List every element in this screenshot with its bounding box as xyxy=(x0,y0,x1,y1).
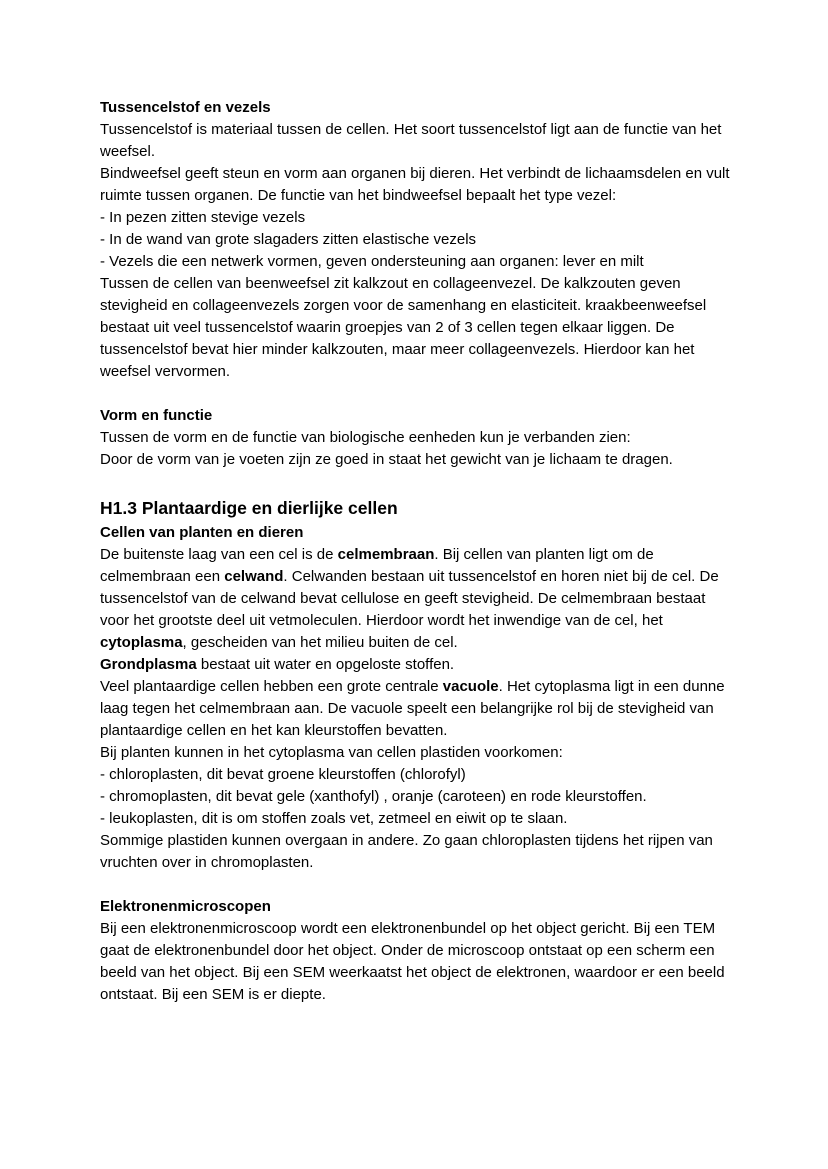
text-run: Tussen de cellen van beenweefsel zit kalkzout en collageenvezel. De kalkzouten geven stevigheid en collageenvezels zorgen voor de samenhang en elasticiteit. kraakbeenweefsel bestaat uit veel tussencelstof waarin groepjes van 2 of 3 cellen tegen elkaar liggen. De tussencelstof bevat hier minder kalkzouten, maar meer collageenvezels. Hierdoor kan het weefsel vervormen. xyxy=(100,275,707,380)
list-item xyxy=(100,786,730,808)
text-run: De buitenste laag van een cel is de xyxy=(100,546,338,563)
blank-line xyxy=(100,383,730,405)
list-item xyxy=(100,207,730,229)
heading: Elektronenmicroscopen xyxy=(100,898,271,915)
blank-line xyxy=(100,471,730,493)
blank-line xyxy=(100,874,730,896)
text-run: Sommige plastiden kunnen overgaan in andere. Zo gaan chloroplasten tijdens het rijpen van vruchten over in chromoplasten. xyxy=(100,832,713,871)
paragraph xyxy=(100,544,730,654)
paragraph xyxy=(100,676,730,742)
paragraph xyxy=(100,427,730,449)
text-run: Tussen de vorm en de functie van biologische eenheden kun je verbanden zien: xyxy=(100,429,631,446)
paragraph xyxy=(100,163,730,207)
bold-term: celwand xyxy=(224,568,284,585)
text-run: . Het cytoplasma ligt in een dunne laag tegen het celmembraan aan. De vacuole speelt een belangrijke rol bij de stevigheid van plantaardige cellen en het kan kleurstoffen bevatten. xyxy=(100,678,725,739)
paragraph xyxy=(100,119,730,163)
heading: Tussencelstof en vezels xyxy=(100,99,271,116)
section-heading: H1.3 Plantaardige en dierlijke cellen xyxy=(100,498,398,518)
bold-term: celmembraan xyxy=(337,546,435,563)
list-item xyxy=(100,764,730,786)
bold-term: Grondplasma xyxy=(100,656,197,673)
list-item xyxy=(100,229,730,251)
paragraph xyxy=(100,273,730,383)
text-run: Bij een elektronenmicroscoop wordt een elektronenbundel op het object gericht. Bij een TEM gaat de elektronenbundel door het object. Onder de microscoop ontstaat op een scherm een beeld van het object. Bij een SEM weerkaatst het object de elektronen, waardoor er een beeld ontstaat. Bij een SEM is er diepte. xyxy=(100,920,725,1003)
text-run: Door de vorm van je voeten zijn ze goed in staat het gewicht van je lichaam te dragen. xyxy=(100,451,673,468)
text-run: - chromoplasten, dit bevat gele (xanthofyl) , oranje (caroteen) en rode kleurstoffen. xyxy=(100,788,647,805)
text-run: Veel plantaardige cellen hebben een grote centrale xyxy=(100,678,443,695)
bold-term: vacuole xyxy=(442,678,499,695)
heading: Cellen van planten en dieren xyxy=(100,524,304,541)
paragraph xyxy=(100,830,730,874)
paragraph xyxy=(100,918,730,1006)
text-run: - Vezels die een netwerk vormen, geven ondersteuning aan organen: lever en milt xyxy=(100,253,644,270)
text-run: . Celwanden bestaan uit tussencelstof en horen niet bij de cel. De tussencelstof van de celwand bevat cellulose en geeft stevigheid. De celmembraan bestaat voor het grootste deel uit vetmoleculen. Hierdoor wordt het inwendige van de cel, het xyxy=(100,568,719,629)
text-run: . Bij cellen van planten ligt om de celmembraan een xyxy=(100,546,654,585)
text-run: Bij planten kunnen in het cytoplasma van cellen plastiden voorkomen: xyxy=(100,744,563,761)
bold-term: cytoplasma xyxy=(100,634,183,651)
paragraph xyxy=(100,654,730,676)
text-run: - In pezen zitten stevige vezels xyxy=(100,209,306,226)
text-run: , gescheiden van het milieu buiten de cel. xyxy=(182,634,458,651)
text-run: bestaat uit water en opgeloste stoffen. xyxy=(196,656,455,673)
heading: Vorm en functie xyxy=(100,407,213,424)
text-run: Tussencelstof is materiaal tussen de cellen. Het soort tussencelstof ligt aan de functie van het weefsel. xyxy=(100,121,722,160)
text-run: Bindweefsel geeft steun en vorm aan organen bij dieren. Het verbindt de lichaamsdelen en vult ruimte tussen organen. De functie van het bindweefsel bepaalt het type vezel: xyxy=(100,165,730,204)
paragraph xyxy=(100,449,730,471)
text-run: - chloroplasten, dit bevat groene kleurstoffen (chlorofyl) xyxy=(100,766,466,783)
list-item xyxy=(100,808,730,830)
paragraph xyxy=(100,742,730,764)
text-run: - In de wand van grote slagaders zitten elastische vezels xyxy=(100,231,477,248)
document-content xyxy=(100,97,730,1006)
text-run: - leukoplasten, dit is om stoffen zoals vet, zetmeel en eiwit op te slaan. xyxy=(100,810,568,827)
list-item xyxy=(100,251,730,273)
